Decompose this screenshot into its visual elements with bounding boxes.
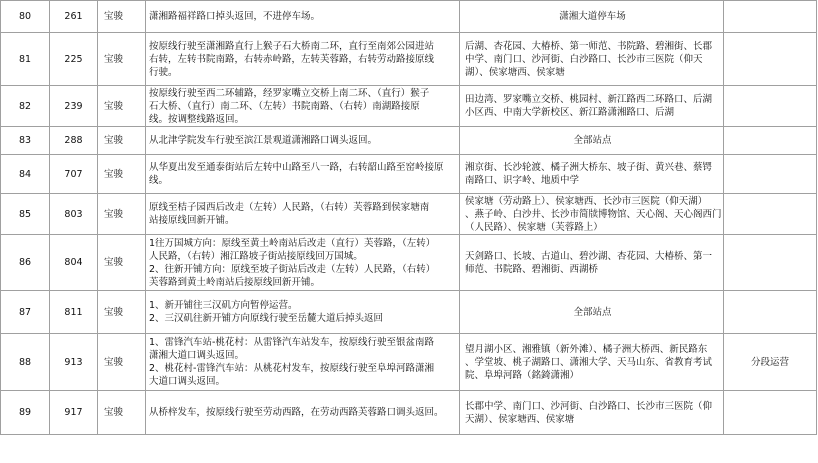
route-text-line: 1、新开铺往三汉矶方向暂停运营。 (149, 300, 298, 311)
affected-stops-cell (460, 33, 724, 86)
route-text-line: 线。按调整线路返回。 (149, 113, 245, 125)
stops-text-line: 院、阜埠河路（銘錡潇湘） (465, 369, 580, 381)
line-number-cell: 811 (50, 291, 98, 334)
line-number-cell: 803 (50, 194, 98, 235)
operator-cell: 宝骏 (98, 291, 146, 334)
seq-cell: 81 (1, 33, 50, 86)
operator-cell: 宝骏 (98, 86, 146, 127)
stops-text-line: 望月湖小区、湘雅镇（新外滩）、橘子洲大桥西、新民路东 (465, 343, 708, 355)
note-cell (724, 291, 817, 334)
route-text-line: 潇湘大道口调头返回。 (149, 350, 245, 361)
route-text-line: 大道口调头返回。 (149, 376, 226, 387)
line-number-cell: 225 (50, 33, 98, 86)
stops-text-line: 、学堂坡、桃子湖路口、潇湘大学、天马山东、省教育考试 (465, 356, 713, 368)
route-description-cell (146, 33, 460, 86)
affected-stops-cell (460, 155, 724, 194)
note-cell (724, 127, 817, 155)
note-cell (724, 33, 817, 86)
route-description-cell (146, 155, 460, 194)
stops-text-line: （人民路）、侯家塘（芙蓉路上） (465, 221, 603, 233)
stops-text-line: 侯家塘（劳动路上）、侯家塘西、长沙市三医院（仰天湖） (465, 195, 708, 207)
seq-cell: 88 (1, 334, 50, 391)
route-text-line: 人民路，（右转）湘江路坡子街站接原线回万国城。 (149, 250, 363, 262)
route-description-cell (146, 235, 460, 291)
route-text-line: 线。 (149, 175, 169, 186)
table-row (1, 235, 817, 291)
route-text-line: 站接原线回新开铺。 (149, 215, 235, 226)
route-text-line: 2、往新开铺方向：原线至坡子街站后改走（左转）人民路，（右转） (149, 263, 436, 275)
affected-stops-cell (460, 391, 724, 435)
route-text-line: 按原线行驶至西二环辅路，经罗家嘴立交桥上南二环、（直行）猴子 (149, 87, 430, 99)
route-text-line: 1、雷锋汽车站-桃花村：从雷锋汽车站发车，按原线行驶至银盆南路 (149, 337, 434, 348)
seq-cell: 80 (1, 1, 50, 33)
seq-cell: 86 (1, 235, 50, 291)
route-text-line: 原线至桔子园西后改走（左转）人民路，（右转）芙蓉路到侯家塘南 (149, 202, 430, 213)
route-text-line: 2、三汉矶往新开铺方向原线行驶至岳麓大道后掉头返回 (149, 313, 384, 324)
note-cell (724, 391, 817, 435)
stops-text-line: 潇湘大道停车场 (559, 11, 626, 22)
table-row (1, 33, 817, 86)
table-row (1, 291, 817, 334)
operator-cell: 宝骏 (98, 155, 146, 194)
note-cell (724, 155, 817, 194)
table-row (1, 155, 817, 194)
note-cell (724, 194, 817, 235)
affected-stops-cell (460, 334, 724, 391)
route-description-cell (146, 1, 460, 33)
affected-stops-cell (460, 86, 724, 127)
route-text-line: 从北津学院发车行驶至滨江景观道潇湘路口调头返回。 (149, 135, 378, 146)
table-row (1, 86, 817, 127)
note-cell (724, 235, 817, 291)
route-text-line: 1往万国城方向：原线至黄土岭南站后改走（直行）芙蓉路，（左转） (149, 237, 436, 249)
route-text-line: 从桥梓发车，按原线行驶至劳动西路，在劳动西路芙蓉路口调头返回。 (149, 407, 444, 418)
stops-text-line: 湘京街、长沙轮渡、橘子洲大桥东、坡子街、黄兴巷、蔡锷 (465, 162, 713, 173)
route-text-line: 右转，左转书院南路，右转赤岭路，左转芙蓉路，右转劳动路接原线 (149, 53, 435, 65)
operator-cell: 宝骏 (98, 194, 146, 235)
operator-cell: 宝骏 (98, 33, 146, 86)
route-text-line: 从华夏出发至通泰街站后左转中山路至八一路，右转韶山路至窑岭接原 (149, 162, 444, 173)
route-description-cell (146, 127, 460, 155)
table-row (1, 391, 817, 435)
route-text-line: 按原线行驶至潇湘路直行上猴子石大桥南二环，直行至南郊公园进站 (149, 40, 435, 52)
line-number-cell: 804 (50, 235, 98, 291)
stops-text-line: 小区西、中南大学新校区、新江路潇湘路口、后湖 (465, 107, 675, 118)
stops-text-line: 长郡中学、南门口、沙河街、白沙路口、长沙市三医院（仰 (465, 400, 713, 412)
stops-text-line: 湖）、侯家塘西、侯家塘 (465, 66, 565, 78)
affected-stops-cell (460, 291, 724, 334)
line-number-cell: 707 (50, 155, 98, 194)
seq-cell: 84 (1, 155, 50, 194)
route-description-cell (146, 194, 460, 235)
route-text-line: 芙蓉路到黄土岭南站后接原线回新开铺。 (149, 276, 321, 288)
table-row (1, 194, 817, 235)
stops-text-line: 南路口、识字岭、地质中学 (465, 175, 580, 186)
affected-stops-cell (460, 235, 724, 291)
table-row (1, 1, 817, 33)
affected-stops-cell (460, 194, 724, 235)
seq-cell: 89 (1, 391, 50, 435)
route-description-cell (146, 334, 460, 391)
seq-cell: 87 (1, 291, 50, 334)
note-cell (724, 86, 817, 127)
line-number-cell: 917 (50, 391, 98, 435)
operator-cell: 宝骏 (98, 334, 146, 391)
stops-text-line: 田边湾、罗家嘴立交桥、桃园村、新江路西二环路口、后湖 (465, 94, 713, 105)
stops-text-line: 天湖）、侯家塘西、侯家塘 (465, 413, 575, 425)
line-number-cell: 261 (50, 1, 98, 33)
stops-text-line: 天剑路口、长坡、古道山、碧沙湖、杏花园、大椿桥、第一 (465, 250, 713, 262)
seq-cell: 83 (1, 127, 50, 155)
route-text-line: 石大桥、（直行）南二环、（左转）书院南路、（右转）南湖路接原 (149, 100, 420, 112)
route-description-cell (146, 86, 460, 127)
operator-cell: 宝骏 (98, 391, 146, 435)
table-body (1, 1, 817, 435)
route-description-cell (146, 391, 460, 435)
affected-stops-cell (460, 1, 724, 33)
operator-cell: 宝骏 (98, 127, 146, 155)
stops-text-line: 全部站点 (573, 306, 612, 318)
line-number-cell: 288 (50, 127, 98, 155)
line-number-cell: 239 (50, 86, 98, 127)
stops-text-line: 师范、书院路、碧湘街、西湖桥 (465, 263, 599, 275)
route-text-line: 2、桃花村-雷锋汽车站：从桃花村发车，按原线行驶至阜埠河路潇湘 (149, 363, 434, 374)
stops-text-line: 、燕子岭、白沙井、长沙市简牍博物馆、天心阁、天心阁西门 (465, 208, 722, 220)
route-description-cell (146, 291, 460, 334)
seq-cell: 82 (1, 86, 50, 127)
operator-cell: 宝骏 (98, 235, 146, 291)
stops-text-line: 中学、南门口、沙河街、白沙路口、长沙市三医院（仰天 (465, 53, 703, 65)
affected-stops-cell (460, 127, 724, 155)
seq-cell: 85 (1, 194, 50, 235)
line-number-cell: 913 (50, 334, 98, 391)
route-text-line: 行驶。 (149, 66, 178, 78)
route-text-line: 潇湘路福祥路口掉头返回，不进停车场。 (149, 11, 321, 22)
note-cell: 分段运营 (724, 334, 817, 391)
table-row (1, 127, 817, 155)
note-cell (724, 1, 817, 33)
stops-text-line: 后湖、杏花园、大椿桥、第一师范、书院路、碧湘街、长郡 (465, 40, 713, 52)
table-row (1, 334, 817, 391)
operator-cell: 宝骏 (98, 1, 146, 33)
stops-text-line: 全部站点 (573, 135, 612, 146)
